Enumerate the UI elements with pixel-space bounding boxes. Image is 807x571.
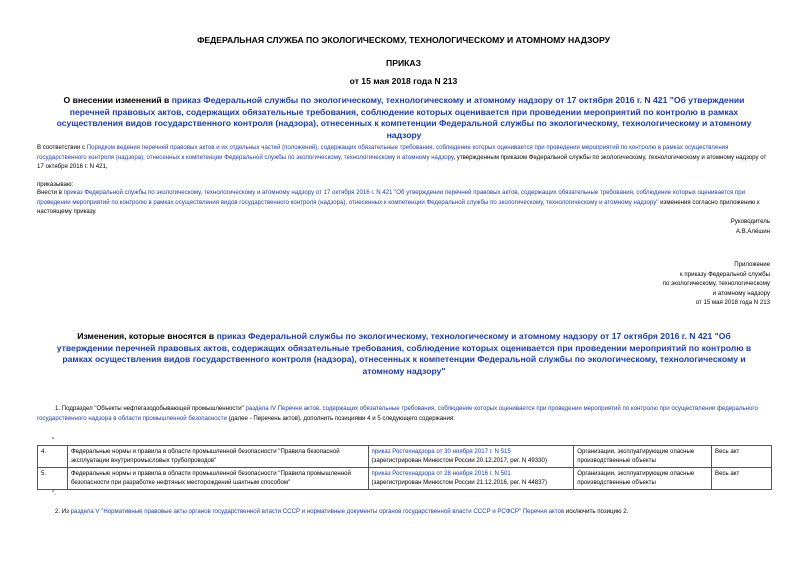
appendix-line: Приложение xyxy=(734,261,770,268)
procedure-link[interactable]: Порядком ведения перечней правовых актов и их отдельных частей (положений), содержащих обязательные требования, соблюдение которых оценивается при проведении мероприятий по контролю в рамках осуществления государственного контроля (надзора), отнесенных к компетенции Федеральной службы по экологическому, технологическому и атомному надзору xyxy=(37,144,729,161)
preamble-paragraph xyxy=(37,143,770,172)
item-2-suffix: исключить позицию 2. xyxy=(564,508,629,515)
section-v-link[interactable]: раздела V "Нормативные правовые акты органов государственной власти СССР и нормативные документы органов государственной власти СССР и РСФСР" Перечня актов xyxy=(70,508,565,515)
order-link[interactable]: приказ Ростехнадзора от 28 ноября 2016 г. N 501 xyxy=(371,469,511,477)
item-2-prefix: 2. Из xyxy=(55,508,71,515)
operative-prefix: Внести в xyxy=(37,189,64,196)
operative-paragraph xyxy=(37,188,770,217)
appendix-block xyxy=(570,260,770,308)
act-order xyxy=(368,446,574,468)
order-link[interactable]: приказ Ростехнадзора от 30 ноября 2017 г. N 515 xyxy=(371,448,511,455)
signature-role: Руководитель xyxy=(730,218,770,225)
changes-order-link[interactable]: приказ Федеральной службы по экологическому, технологическому и атомному надзору от 17 октября 2016 г. N 421 "Об утверждении перечней правовых актов, содержащих обязательные требования, соблюдение которых оценивается при проведении мероприятий по контролю в рамках осуществления видов государственного контроля (надзора), отнесенных к компетенции Федеральной службы по экологическому, технологическому и атомному надзору" xyxy=(56,331,752,376)
document-date: от 15 мая 2018 года N 213 xyxy=(349,76,458,86)
operative-suffix: изменения согласно приложению к настоящему приказу. xyxy=(37,198,760,216)
ordered-line: приказываю: xyxy=(37,181,74,188)
preamble-suffix: , утвержденным приказом Федеральной службы по экологическому, технологическому и атомному надзору от 17 октября 2016 г. N 421, xyxy=(37,153,767,171)
act-scope: Весь акт xyxy=(712,446,772,468)
row-number: 4. xyxy=(38,446,68,468)
positions-table xyxy=(37,445,772,490)
act-order xyxy=(368,467,574,489)
title-order-link[interactable]: приказ Федеральной службы по экологическому, технологическому и атомному надзору от 17 октября 2016 г. N 421 "Об утверждении перечней правовых актов, содержащих обязательные требования, соблюдение которых оценивается при проведении мероприятий по контролю в рамках осуществления видов государственного контроля (надзора), отнесенных к компетенции Федеральной службы по экологическому, технологическому и атомному надзору xyxy=(56,95,752,140)
appendix-line: и атомному надзору xyxy=(712,289,770,297)
document-title xyxy=(44,95,764,141)
changes-title xyxy=(52,331,756,377)
table-row xyxy=(38,446,772,468)
row-number: 5. xyxy=(38,467,68,489)
act-subjects: Организации, эксплуатирующие опасные производственные объекты xyxy=(574,446,712,468)
signature-name: А.В.Алёшин xyxy=(735,228,770,235)
act-scope: Весь акт xyxy=(712,467,772,489)
closing-quote: ". xyxy=(52,490,56,497)
appendix-line: по экологическому, технологическому xyxy=(662,280,770,288)
document-type: ПРИКАЗ xyxy=(386,58,421,68)
act-subjects: Организации, эксплуатирующие опасные производственные объекты xyxy=(574,467,712,489)
operative-order-link[interactable]: приказ Федеральной службы по экологическому, технологическому и атомному надзору от 17 октября 2016 г. N 421 "Об утверждении перечней правовых актов, содержащих обязательные требования, соблюдение которых оценивается при проведении мероприятий по контролю в рамках осуществления видов государственного контроля (надзора), отнесенных к компетенции Федеральной службы по экологическому, технологическому и атомному надзору" xyxy=(37,189,746,206)
appendix-line: от 15 мая 2018 года N 213 xyxy=(695,299,770,307)
section-iv-link[interactable]: раздела IV Перечня актов, содержащих обязательные требования, соблюдение которых оценивается при проведении мероприятий по контролю при осуществлении федерального государственного надзора в области промышленной безопасности xyxy=(37,405,758,422)
preamble-prefix: В соответствии с xyxy=(37,144,87,151)
table-row xyxy=(38,467,772,489)
item-1-suffix: (далее - Перечень актов), дополнить позициями 4 и 5 следующего содержания: xyxy=(226,414,455,422)
order-registration: (зарегистрирован Минюстом России 21.12.2016, рег. N 44837) xyxy=(371,479,547,487)
item-1-paragraph xyxy=(37,404,770,423)
item-2-paragraph xyxy=(37,508,770,515)
order-registration: (зарегистрирован Минюстом России 20.12.2017, рег. N 49330) xyxy=(371,457,547,465)
changes-title-prefix: Изменения, которые вносятся в xyxy=(77,331,217,341)
appendix-line: к приказу Федеральной службы xyxy=(680,270,770,278)
act-name: Федеральные нормы и правила в области промышленной безопасности "Правила промышленной безопасности при разработке нефтяных месторождений шахтным способом" xyxy=(67,467,368,489)
title-prefix: О внесении изменений в xyxy=(63,95,172,105)
item-1-prefix: 1. Подраздел "Объекты нефтегазодобывающей промышленности" xyxy=(55,405,246,412)
opening-quote: " xyxy=(52,437,55,444)
agency-heading: ФЕДЕРАЛЬНАЯ СЛУЖБА ПО ЭКОЛОГИЧЕСКОМУ, ТЕХНОЛОГИЧЕСКОМУ И АТОМНОМУ НАДЗОРУ xyxy=(197,35,610,45)
act-name: Федеральные нормы и правила в области промышленной безопасности "Правила безопасной эксплуатации внутрипромысловых трубопроводов" xyxy=(67,446,368,468)
